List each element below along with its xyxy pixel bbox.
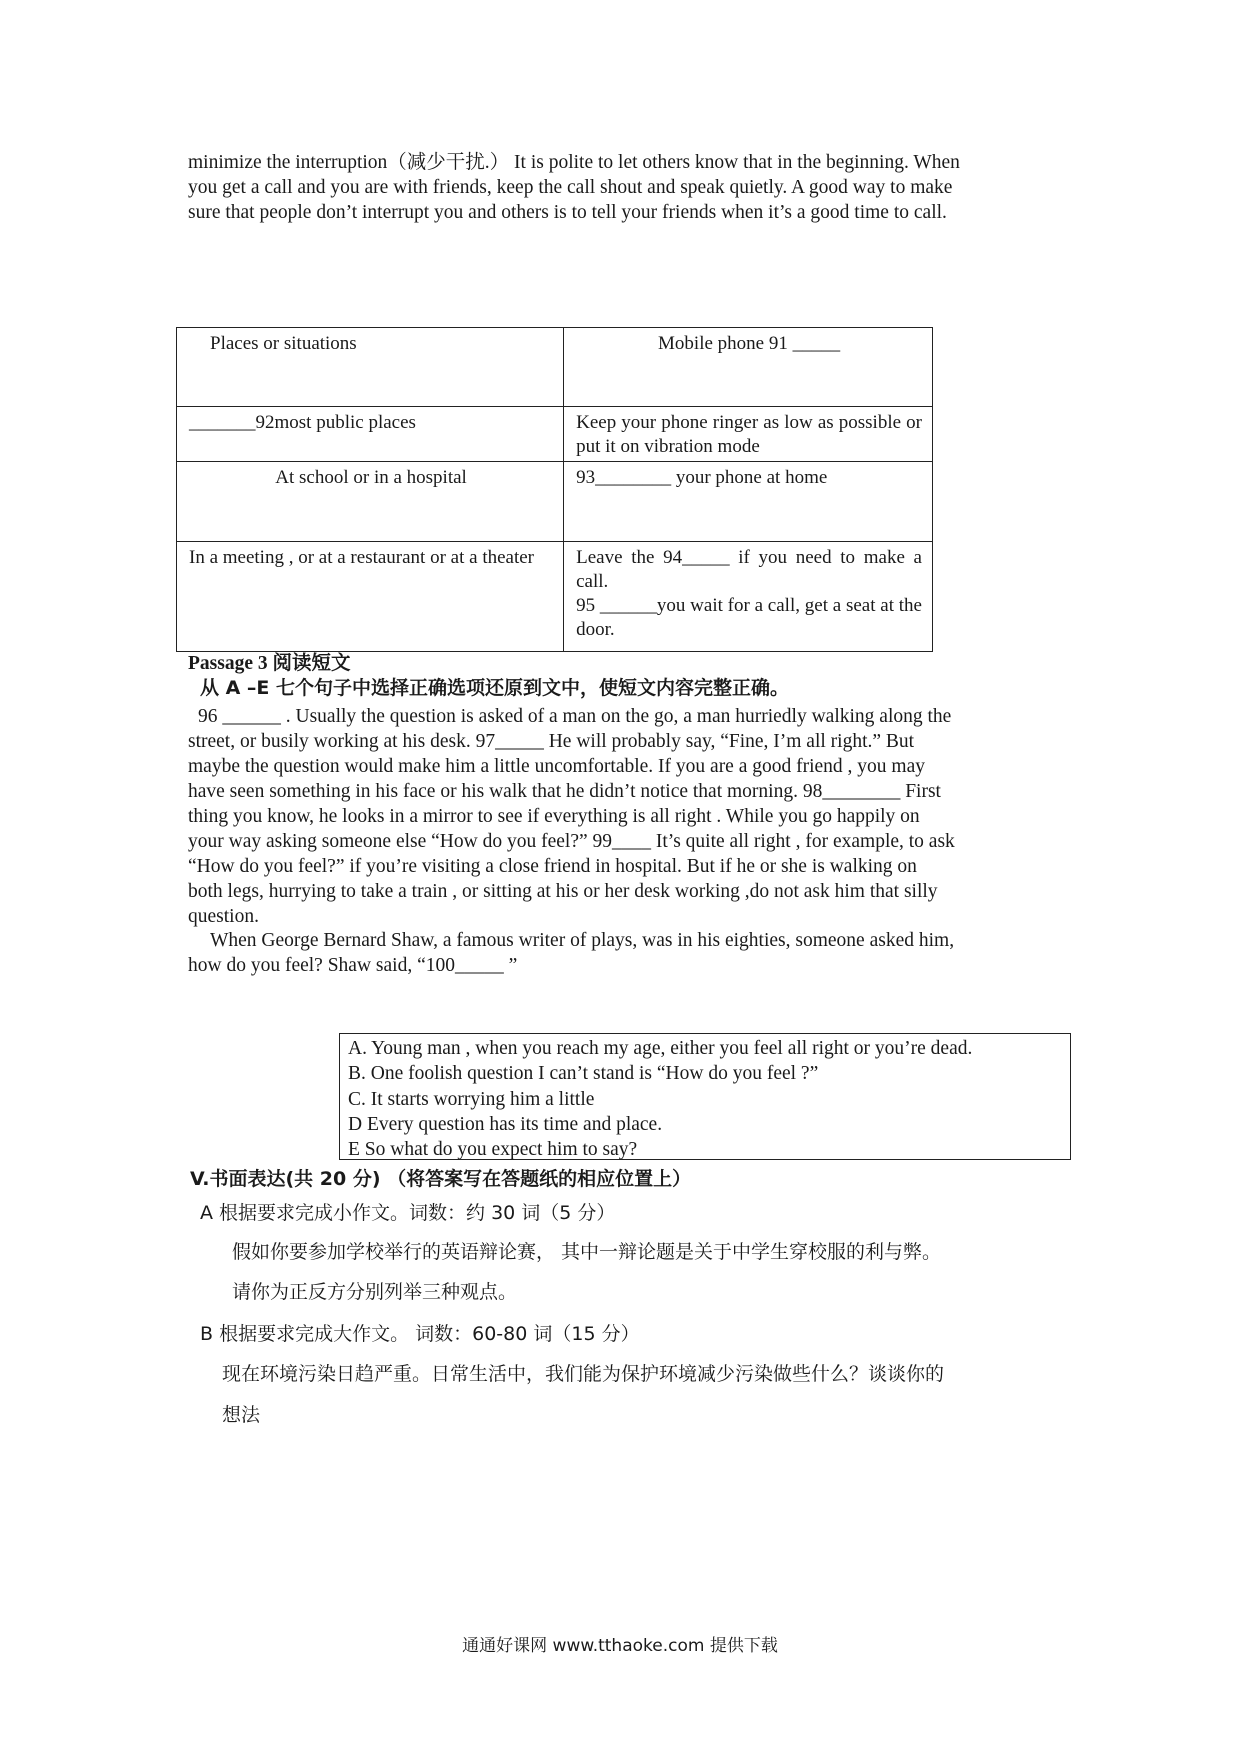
table-cell: Keep your phone ringer as low as possible or put it on vibration mode xyxy=(564,407,933,462)
text-line: your way asking someone else “How do you feel?” 99____ It’s quite all right , for example, to ask xyxy=(188,831,955,852)
text-line: both legs, hurrying to take a train , or sitting at his or her desk working ,do not ask him that silly xyxy=(188,881,938,902)
table-row xyxy=(177,542,933,652)
text-line: “How do you feel?” if you’re visiting a close friend in hospital. But if he or she is walking on xyxy=(188,856,917,877)
task-a-label: A 根据要求完成小作文。词数：约 30 词（5 分） xyxy=(200,1202,616,1224)
passage-title: Passage 3 阅读短文 xyxy=(188,653,351,674)
text-line: When George Bernard Shaw, a famous writer of plays, was in his eighties, someone asked him, xyxy=(210,930,955,951)
text-line: how do you feel? Shaw said, “100_____ ” xyxy=(188,955,518,976)
text-line: you get a call and you are with friends, keep the call shout and speak quietly. A good way to make xyxy=(188,177,953,198)
option-a: A. Young man , when you reach my age, either you feel all right or you’re dead. xyxy=(348,1038,973,1059)
option-c: C. It starts worrying him a little xyxy=(348,1088,595,1110)
text-line: have seen something in his face or his walk that he didn’t notice that morning. 98________ First xyxy=(188,781,941,802)
table-row xyxy=(177,328,933,407)
task-a-line: 假如你要参加学校举行的英语辩论赛， 其中一辩论题是关于中学生穿校服的利与弊。 xyxy=(232,1241,942,1263)
option-e: E So what do you expect him to say? xyxy=(348,1139,638,1161)
table-cell: In a meeting , or at a restaurant or at a theater xyxy=(177,542,564,652)
text-line: 96 ______ . Usually the question is asked of a man on the go, a man hurriedly walking along the xyxy=(198,706,952,727)
text-line: street, or busily working at his desk. 97_____ He will probably say, “Fine, I’m all right.” But xyxy=(188,731,915,752)
option-d: D Every question has its time and place. xyxy=(348,1113,663,1135)
intro-paragraph xyxy=(188,150,1052,225)
option-b: B. One foolish question I can’t stand is “How do you feel ?” xyxy=(348,1063,819,1085)
text-line: thing you know, he looks in a mirror to see if everything is all right . While you go happily on xyxy=(188,806,920,827)
table-cell xyxy=(564,542,933,652)
table-cell: _______92most public places xyxy=(177,407,564,462)
options-box xyxy=(339,1033,1071,1160)
passage-paragraph-2 xyxy=(188,928,1052,978)
task-b-label: B 根据要求完成大作文。 词数：60-80 词（15 分） xyxy=(200,1323,640,1345)
passage-paragraph-1 xyxy=(188,704,1052,929)
passage-instruction: 从 A –E 七个句子中选择正确选项还原到文中，使短文内容完整正确。 xyxy=(200,677,790,699)
table-header-phone: Mobile phone 91 _____ xyxy=(564,328,933,407)
section-v-title: V.书面表达(共 20 分) （将答案写在答题纸的相应位置上） xyxy=(190,1168,692,1190)
table-row xyxy=(177,407,933,462)
table-row xyxy=(177,462,933,542)
table-header-places: Places or situations xyxy=(177,328,564,407)
text-line: sure that people don’t interrupt you and others is to tell your friends when it’s a good time to call. xyxy=(188,202,947,223)
cell-line: 95 ______you wait for a call, get a seat at the door. xyxy=(576,595,922,640)
task-b-line: 现在环境污染日趋严重。日常生活中，我们能为保护环境减少污染做些什么？谈谈你的 xyxy=(222,1363,945,1385)
text-line: maybe the question would make him a little uncomfortable. If you are a good friend , you may xyxy=(188,756,926,777)
page-footer: 通通好课网 www.tthaoke.com 提供下载 xyxy=(462,1636,778,1656)
text-line: question. xyxy=(188,906,259,927)
cell-line: Leave the 94_____ if you need to make a call. xyxy=(576,547,922,592)
table-cell: At school or in a hospital xyxy=(177,462,564,542)
text-line: minimize the interruption（减少干扰.） It is polite to let others know that in the beginning. When xyxy=(188,152,960,173)
task-a-line: 请你为正反方分别列举三种观点。 xyxy=(232,1281,518,1303)
table-cell: 93________ your phone at home xyxy=(564,462,933,542)
task-b-line: 想法 xyxy=(222,1404,261,1426)
phone-etiquette-table xyxy=(176,327,933,652)
